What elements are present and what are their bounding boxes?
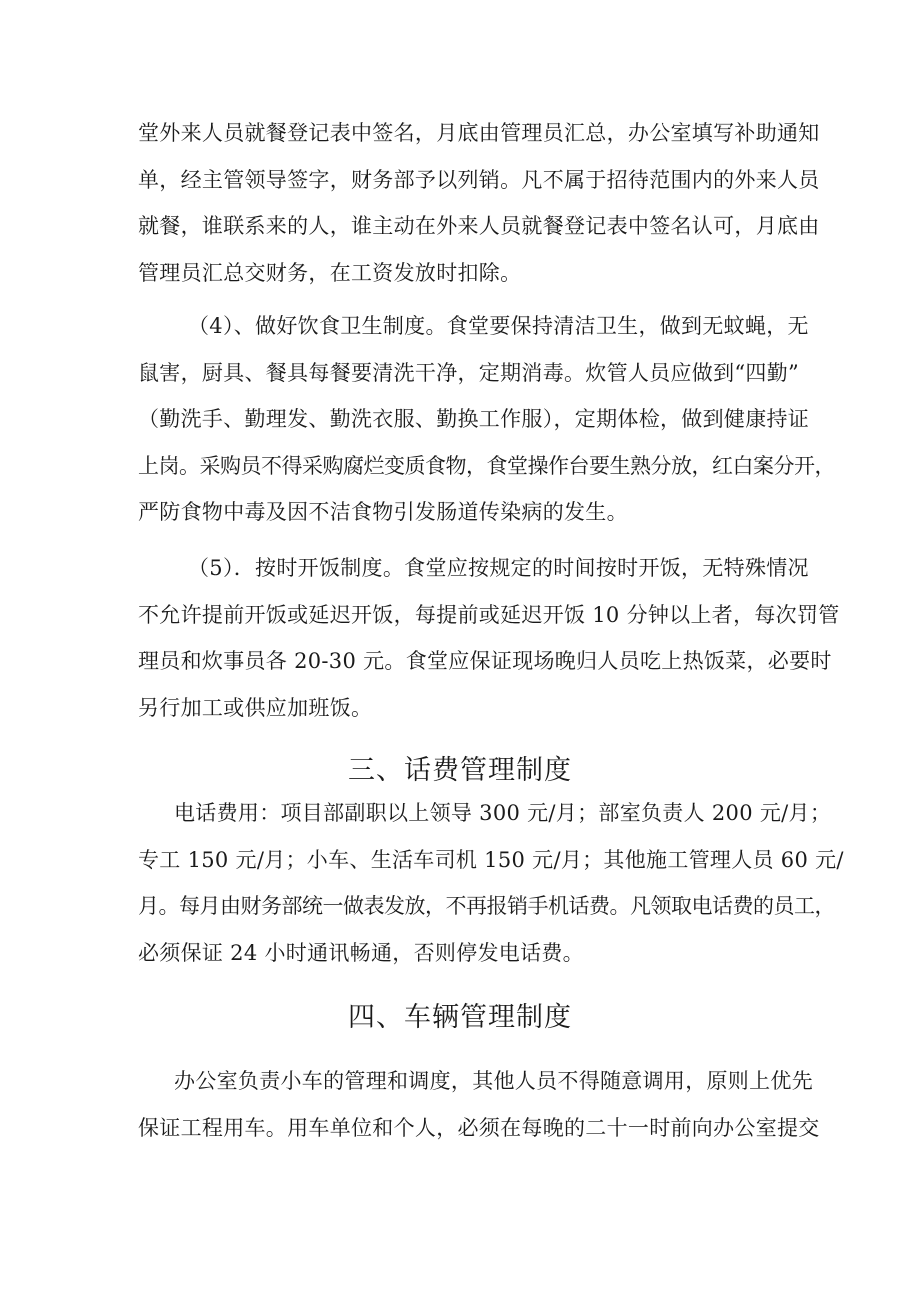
text-line: 鼠害，厨具、餐具每餐要清洗干净，定期消毒。炊管人员应做到“四勤” bbox=[138, 360, 800, 385]
text-line: 堂外来人员就餐登记表中签名，月底由管理员汇总，办公室填写补助通知 bbox=[138, 121, 820, 145]
text-line: 电话费用：项目部副职以上领导 300 元/月；部室负责人 200 元/月； bbox=[174, 801, 832, 825]
paragraph-phone-fees bbox=[138, 790, 844, 976]
text-line: 严防食物中毒及因不洁食物引发肠道传染病的发生。 bbox=[138, 500, 628, 524]
text-line: 月。每月由财务部统一做表发放，不再报销手机话费。凡领取电话费的员工， bbox=[138, 894, 835, 918]
text-line: 管理员汇总交财务，在工资发放时扣除。 bbox=[138, 260, 522, 285]
paragraph-outside-dining bbox=[138, 110, 820, 296]
text-line: 单，经主管领导签字，财务部予以列销。凡不属于招待范围内的外来人员 bbox=[138, 167, 820, 192]
section-heading-vehicles: 四、车辆管理制度 bbox=[348, 1002, 572, 1033]
section-heading-phone-fees: 三、话费管理制度 bbox=[348, 755, 572, 786]
text-line: 保证工程用车。用车单位和个人，必须在每晚的二十一时前向办公室提交 bbox=[138, 1115, 820, 1140]
text-line: 办公室负责小车的管理和调度，其他人员不得随意调用，原则上优先 bbox=[174, 1069, 813, 1093]
text-line: 另行加工或供应加班饭。 bbox=[138, 695, 373, 720]
text-line: 必须保证 24 小时通讯畅通，否则停发电话费。 bbox=[138, 940, 584, 965]
paragraph-meal-times bbox=[138, 545, 840, 731]
text-line: 就餐，谁联系来的人，谁主动在外来人员就餐登记表中签名认可，月底由 bbox=[138, 214, 820, 238]
text-line: （勤洗手、勤理发、勤洗衣服、勤换工作服），定期体检，做到健康持证 bbox=[138, 407, 810, 431]
text-line: （5）．按时开饭制度。食堂应按规定的时间按时开饭，无特殊情况 bbox=[188, 556, 809, 580]
paragraph-vehicles bbox=[138, 1058, 820, 1151]
text-line: 理员和炊事员各 20-30 元。食堂应保证现场晚归人员吃上热饭菜，必要时 bbox=[138, 649, 832, 673]
text-line: 不允许提前开饭或延迟开饭，每提前或延迟开饭 10 分钟以上者，每次罚管 bbox=[138, 602, 840, 627]
text-line: （4）、做好饮食卫生制度。食堂要保持清洁卫生，做到无蚊蝇，无 bbox=[188, 314, 809, 338]
text-line: 专工 150 元/月；小车、生活车司机 150 元/月；其他施工管理人员 60 元/ bbox=[138, 847, 844, 872]
paragraph-food-hygiene bbox=[138, 303, 835, 536]
text-line: 上岗。采购员不得采购腐烂变质食物，食堂操作台要生熟分放，红白案分开， bbox=[138, 453, 835, 478]
